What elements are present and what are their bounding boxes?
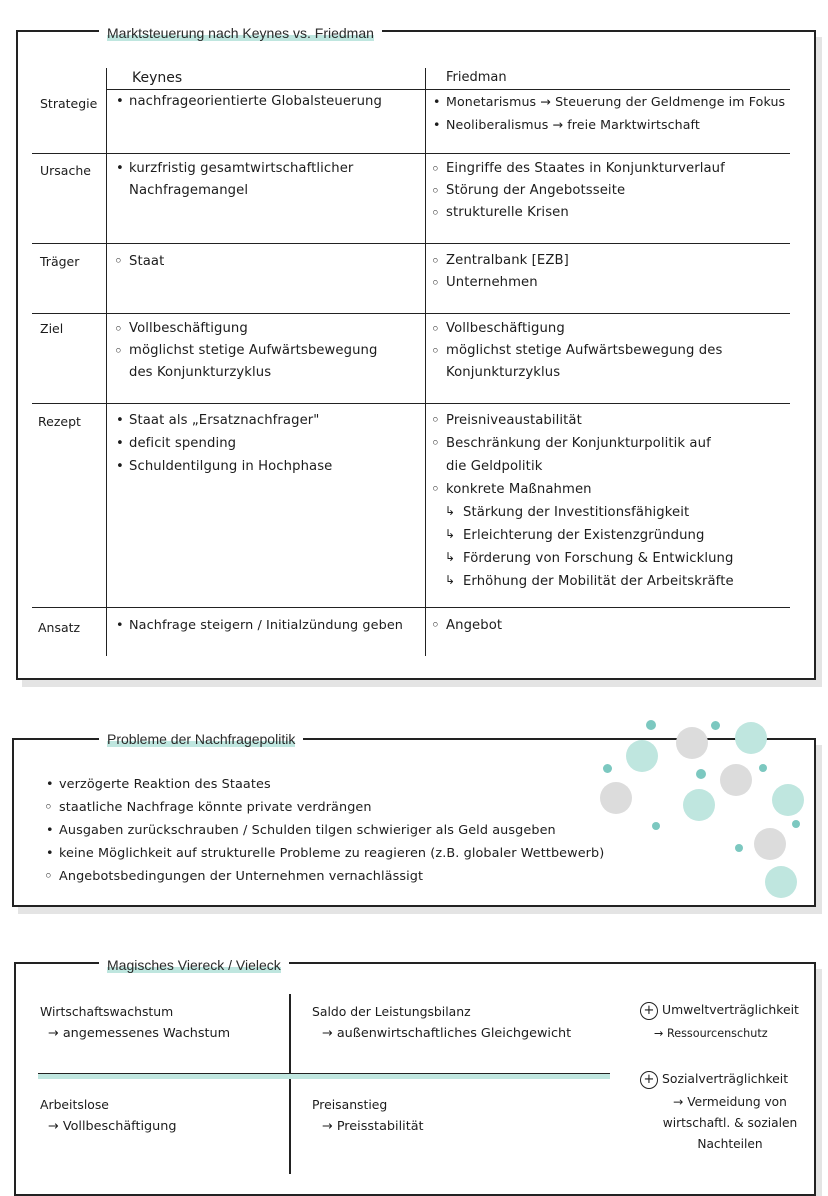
- list-item: • Ausgaben zurückschrauben / Schulden tilgen schwieriger als Geld ausgeben: [44, 819, 614, 842]
- q1-title: Wirtschaftswachstum: [40, 1004, 174, 1019]
- keynes-ursache: [114, 158, 364, 202]
- row-divider: [32, 607, 790, 608]
- problems-list: [44, 773, 614, 888]
- friedman-traeger: [431, 250, 781, 294]
- friedman-strategie: [431, 90, 801, 136]
- list-item: ◦ Störung der Angebotsseite: [431, 180, 781, 202]
- list-item: ◦ Angebot: [431, 614, 731, 637]
- dot-decoration: [646, 720, 656, 730]
- arrow-icon: →: [673, 1095, 684, 1109]
- magic-horizontal-divider: [38, 1073, 610, 1079]
- list-item: ◦ Preisniveaustabilität: [431, 409, 781, 432]
- goal-text: außenwirtschaftliches Gleichgewicht: [336, 1026, 572, 1041]
- goal-text: angemessenes Wachstum: [62, 1026, 231, 1041]
- q1-goal: [48, 1023, 230, 1045]
- list-item: ◦ möglichst stetige Aufwärtsbewegung des Konjunkturzyklus: [431, 340, 731, 384]
- col-header-friedman: Friedman: [446, 70, 507, 85]
- dot-decoration: [683, 789, 715, 821]
- magic-vertical-divider: [289, 994, 291, 1174]
- goal-text: Vermeidung von wirtschaftl. & sozialen Nachteilen: [662, 1095, 798, 1151]
- row-label-ziel: Ziel: [40, 321, 64, 336]
- q3-goal: [48, 1116, 177, 1138]
- list-item: ◦ Vollbeschäftigung: [114, 318, 394, 340]
- e2-title: [640, 1068, 788, 1090]
- keynes-traeger: [114, 250, 414, 273]
- table-col-divider-2: [425, 68, 426, 656]
- magic-title: Magisches Viereck / Vieleck: [99, 957, 289, 973]
- col-header-keynes: Keynes: [132, 70, 183, 86]
- dot-decoration: [600, 782, 632, 814]
- problems-title: Probleme der Nachfragepolitik: [99, 731, 303, 747]
- q2-title: Saldo der Leistungsbilanz: [312, 1004, 471, 1019]
- row-divider: [32, 243, 790, 244]
- dot-decoration: [754, 828, 786, 860]
- keynes-ansatz: [114, 614, 419, 637]
- list-item: ◦ Angebotsbedingungen der Unternehmen vernachlässigt: [44, 865, 614, 888]
- list-item: • Neoliberalismus → freie Marktwirtschaft: [431, 113, 801, 136]
- sub-item: ↳ Förderung von Forschung & Entwicklung: [431, 547, 781, 570]
- list-item: • Monetarismus → Steuerung der Geldmenge im Fokus: [431, 90, 801, 113]
- sub-item: ↳ Erhöhung der Mobilität der Arbeitskräfte: [431, 570, 781, 593]
- extension-title: Umweltverträglichkeit: [662, 1002, 799, 1017]
- q2-goal: [322, 1023, 571, 1045]
- list-item: ◦ Unternehmen: [431, 272, 781, 294]
- row-divider: [32, 403, 790, 404]
- list-item: • Nachfrage steigern / Initialzündung geben: [114, 614, 419, 637]
- q4-goal: [322, 1116, 424, 1138]
- list-item: ◦ Staat: [114, 250, 414, 273]
- sub-item: ↳ Erleichterung der Existenzgründung: [431, 524, 781, 547]
- arrow-icon: →: [48, 1119, 59, 1134]
- arrow-icon: →: [322, 1026, 333, 1041]
- goal-text: Vollbeschäftigung: [62, 1119, 177, 1134]
- market-control-title: Marktsteuerung nach Keynes vs. Friedman: [99, 25, 382, 41]
- keynes-rezept: [114, 409, 414, 478]
- dot-decoration: [711, 721, 720, 730]
- list-item: • nachfrageorientierte Globalsteuerung: [114, 90, 419, 113]
- row-label-rezept: Rezept: [38, 414, 81, 429]
- keynes-strategie: [114, 90, 419, 113]
- list-item: • Schuldentilgung in Hochphase: [114, 455, 414, 478]
- list-item: ◦ Eingriffe des Staates in Konjunkturverlauf: [431, 158, 781, 180]
- list-item: ◦ Vollbeschäftigung: [431, 318, 731, 340]
- extension-title: Sozialverträglichkeit: [662, 1071, 789, 1086]
- dot-decoration: [676, 727, 708, 759]
- list-item: • keine Möglichkeit auf strukturelle Probleme zu reagieren (z.B. globaler Wettbewerb): [44, 842, 614, 865]
- dot-decoration: [772, 784, 804, 816]
- list-item: • Staat als „Ersatznachfrager": [114, 409, 414, 432]
- q3-title: Arbeitslose: [40, 1097, 109, 1112]
- goal-text: Preisstabilität: [336, 1119, 424, 1134]
- dot-decoration: [759, 764, 767, 772]
- goal-text: Ressourcenschutz: [666, 1027, 768, 1040]
- list-item: ◦ staatliche Nachfrage könnte private verdrängen: [44, 796, 614, 819]
- friedman-ursache: [431, 158, 781, 224]
- row-label-ansatz: Ansatz: [38, 620, 81, 635]
- arrow-icon: →: [322, 1119, 333, 1134]
- arrow-icon: →: [48, 1026, 59, 1041]
- dot-decoration: [735, 844, 743, 852]
- list-item: ◦ strukturelle Krisen: [431, 202, 781, 224]
- dot-decoration: [696, 769, 706, 779]
- row-label-strategie: Strategie: [40, 96, 98, 111]
- friedman-rezept: [431, 409, 781, 593]
- dot-decoration: [652, 822, 660, 830]
- sub-item: ↳ Stärkung der Investitionsfähigkeit: [431, 501, 781, 524]
- list-item: • kurzfristig gesamtwirtschaftlicher Nachfragemangel: [114, 158, 364, 202]
- dot-decoration: [792, 820, 800, 828]
- friedman-ansatz: [431, 614, 731, 637]
- table-col-divider-1: [106, 68, 107, 656]
- keynes-ziel: [114, 318, 394, 384]
- q4-title: Preisanstieg: [312, 1097, 388, 1112]
- list-item: ◦ möglichst stetige Aufwärtsbewegung des Konjunkturzyklus: [114, 340, 394, 384]
- dot-decoration: [603, 764, 612, 773]
- list-item: • verzögerte Reaktion des Staates: [44, 773, 614, 796]
- row-label-traeger: Träger: [40, 254, 80, 269]
- plus-icon: +: [640, 1071, 658, 1089]
- list-item: ◦ Zentralbank [EZB]: [431, 250, 781, 272]
- dot-decoration: [765, 866, 797, 898]
- plus-icon: +: [640, 1002, 658, 1020]
- dot-decoration: [720, 764, 752, 796]
- list-item: • deficit spending: [114, 432, 414, 455]
- e2-goal: [652, 1092, 808, 1155]
- row-divider: [32, 153, 790, 154]
- e1-title: [640, 999, 799, 1021]
- friedman-ziel: [431, 318, 731, 384]
- dot-decoration: [626, 740, 658, 772]
- list-item: ◦ konkrete Maßnahmen: [431, 478, 781, 501]
- dot-decoration: [735, 722, 767, 754]
- row-divider: [32, 313, 790, 314]
- arrow-icon: →: [654, 1027, 664, 1040]
- list-item: ◦ Beschränkung der Konjunkturpolitik auf die Geldpolitik: [431, 432, 731, 478]
- e1-goal: [654, 1023, 768, 1045]
- row-label-ursache: Ursache: [40, 163, 91, 178]
